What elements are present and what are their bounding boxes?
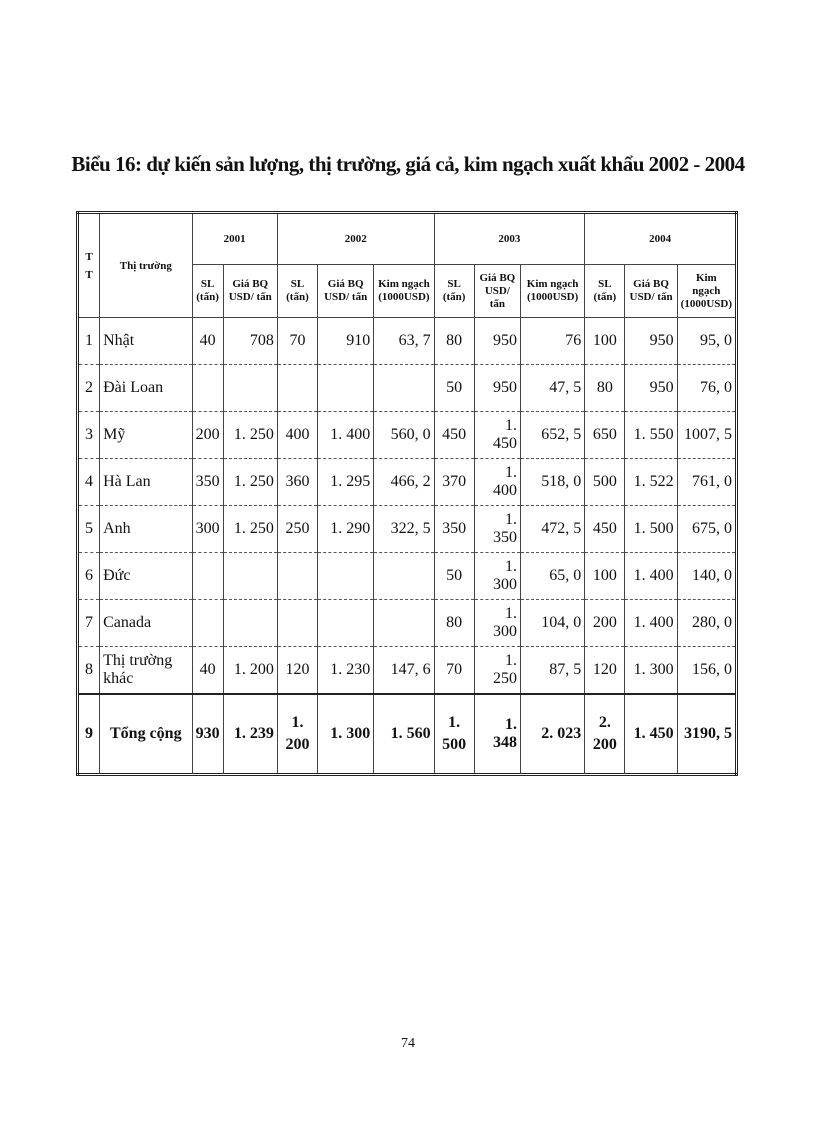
cell-sl2002: 120 bbox=[277, 647, 317, 695]
cell-sl2003: 370 bbox=[434, 459, 474, 506]
cell-kim2003: 104, 0 bbox=[520, 600, 584, 647]
table-row bbox=[78, 412, 737, 459]
cell-kim2002 bbox=[374, 600, 434, 647]
cell-kim2002: 322, 5 bbox=[374, 506, 434, 553]
cell-sl2002: 70 bbox=[277, 318, 317, 365]
cell-kim2003: 652, 5 bbox=[520, 412, 584, 459]
table-row bbox=[78, 506, 737, 553]
cell-gia2001: 1. 250 bbox=[223, 506, 277, 553]
cell-sl2002: 400 bbox=[277, 412, 317, 459]
cell-gia2004: 950 bbox=[625, 318, 677, 365]
cell-kim2004: 76, 0 bbox=[677, 365, 736, 412]
cell-sl2001: 40 bbox=[192, 647, 223, 695]
cell-gia2002: 910 bbox=[318, 318, 374, 365]
cell-gia2004: 1. 500 bbox=[625, 506, 677, 553]
header-year-2004: 2004 bbox=[585, 213, 737, 265]
cell-market: Tổng cộng bbox=[100, 694, 192, 775]
cell-sl2001: 350 bbox=[192, 459, 223, 506]
cell-market: Hà Lan bbox=[100, 459, 192, 506]
cell-tt: 2 bbox=[78, 365, 100, 412]
cell-gia2002 bbox=[318, 553, 374, 600]
cell-kim2002: 1. 560 bbox=[374, 694, 434, 775]
cell-tt: 4 bbox=[78, 459, 100, 506]
header-sl: SL (tấn) bbox=[585, 265, 625, 318]
cell-kim2003: 87, 5 bbox=[520, 647, 584, 695]
cell-kim2004: 95, 0 bbox=[677, 318, 736, 365]
cell-gia2001 bbox=[223, 600, 277, 647]
header-gia: Giá BQ USD/ tấn bbox=[474, 265, 520, 318]
cell-gia2001: 1. 239 bbox=[223, 694, 277, 775]
page-title: Biểu 16: dự kiến sản lượng, thị trường, giá cả, kim ngạch xuất khẩu 2002 - 2004 bbox=[71, 152, 745, 176]
cell-tt: 3 bbox=[78, 412, 100, 459]
cell-sl2002: 1. 200 bbox=[277, 694, 317, 775]
cell-tt: 7 bbox=[78, 600, 100, 647]
cell-gia2003: 1. 250 bbox=[474, 647, 520, 695]
header-market: Thị trường bbox=[100, 213, 192, 318]
cell-kim2004: 3190, 5 bbox=[677, 694, 736, 775]
cell-gia2004: 1. 300 bbox=[625, 647, 677, 695]
cell-gia2003: 1. 300 bbox=[474, 553, 520, 600]
cell-gia2004: 1. 400 bbox=[625, 553, 677, 600]
cell-kim2004: 140, 0 bbox=[677, 553, 736, 600]
cell-gia2003: 1. 348 bbox=[474, 694, 520, 775]
cell-sl2001: 930 bbox=[192, 694, 223, 775]
cell-sl2003: 70 bbox=[434, 647, 474, 695]
cell-sl2004: 100 bbox=[585, 553, 625, 600]
header-gia: Giá BQ USD/ tấn bbox=[318, 265, 374, 318]
cell-kim2002 bbox=[374, 365, 434, 412]
header-kim: Kim ngạch (1000USD) bbox=[520, 265, 584, 318]
cell-market: Mỹ bbox=[100, 412, 192, 459]
table-row bbox=[78, 553, 737, 600]
cell-gia2003: 1. 350 bbox=[474, 506, 520, 553]
cell-market: Nhật bbox=[100, 318, 192, 365]
table-row bbox=[78, 600, 737, 647]
cell-kim2004: 761, 0 bbox=[677, 459, 736, 506]
cell-sl2003: 80 bbox=[434, 600, 474, 647]
header-tt: T T bbox=[78, 213, 100, 318]
cell-sl2004: 2. 200 bbox=[585, 694, 625, 775]
cell-sl2001: 200 bbox=[192, 412, 223, 459]
cell-kim2002 bbox=[374, 553, 434, 600]
header-row-years bbox=[78, 213, 737, 265]
cell-sl2002: 360 bbox=[277, 459, 317, 506]
cell-sl2003: 80 bbox=[434, 318, 474, 365]
cell-sl2002: 250 bbox=[277, 506, 317, 553]
cell-market: Canada bbox=[100, 600, 192, 647]
cell-tt: 6 bbox=[78, 553, 100, 600]
header-sl: SL (tấn) bbox=[192, 265, 223, 318]
cell-gia2003: 1. 450 bbox=[474, 412, 520, 459]
cell-gia2004: 1. 550 bbox=[625, 412, 677, 459]
cell-gia2002: 1. 300 bbox=[318, 694, 374, 775]
cell-kim2002: 147, 6 bbox=[374, 647, 434, 695]
cell-gia2004: 1. 400 bbox=[625, 600, 677, 647]
header-sl: SL (tấn) bbox=[434, 265, 474, 318]
cell-sl2004: 650 bbox=[585, 412, 625, 459]
header-year-2002: 2002 bbox=[277, 213, 434, 265]
cell-sl2003: 50 bbox=[434, 553, 474, 600]
page-number: 74 bbox=[401, 1036, 415, 1051]
cell-gia2002: 1. 400 bbox=[318, 412, 374, 459]
cell-gia2001: 1. 250 bbox=[223, 412, 277, 459]
cell-sl2004: 500 bbox=[585, 459, 625, 506]
cell-sl2002 bbox=[277, 600, 317, 647]
cell-gia2001: 1. 250 bbox=[223, 459, 277, 506]
cell-sl2004: 120 bbox=[585, 647, 625, 695]
cell-sl2001 bbox=[192, 553, 223, 600]
cell-gia2001 bbox=[223, 365, 277, 412]
cell-gia2001 bbox=[223, 553, 277, 600]
cell-kim2003: 472, 5 bbox=[520, 506, 584, 553]
header-kim: Kim ngạch (1000USD) bbox=[677, 265, 736, 318]
cell-kim2003: 76 bbox=[520, 318, 584, 365]
cell-gia2002 bbox=[318, 365, 374, 412]
cell-kim2004: 1007, 5 bbox=[677, 412, 736, 459]
header-year-2001: 2001 bbox=[192, 213, 277, 265]
cell-sl2001: 40 bbox=[192, 318, 223, 365]
cell-kim2004: 280, 0 bbox=[677, 600, 736, 647]
cell-gia2002: 1. 295 bbox=[318, 459, 374, 506]
cell-kim2002: 63, 7 bbox=[374, 318, 434, 365]
cell-gia2004: 950 bbox=[625, 365, 677, 412]
cell-gia2001: 1. 200 bbox=[223, 647, 277, 695]
cell-kim2003: 2. 023 bbox=[520, 694, 584, 775]
cell-gia2003: 1. 300 bbox=[474, 600, 520, 647]
cell-kim2003: 65, 0 bbox=[520, 553, 584, 600]
header-year-2003: 2003 bbox=[434, 213, 585, 265]
cell-sl2002 bbox=[277, 365, 317, 412]
cell-gia2003: 950 bbox=[474, 318, 520, 365]
cell-gia2002 bbox=[318, 600, 374, 647]
cell-sl2002 bbox=[277, 553, 317, 600]
cell-sl2004: 200 bbox=[585, 600, 625, 647]
cell-kim2002: 560, 0 bbox=[374, 412, 434, 459]
cell-sl2004: 80 bbox=[585, 365, 625, 412]
cell-gia2002: 1. 290 bbox=[318, 506, 374, 553]
cell-gia2004: 1. 522 bbox=[625, 459, 677, 506]
cell-sl2004: 450 bbox=[585, 506, 625, 553]
cell-tt: 8 bbox=[78, 647, 100, 695]
cell-kim2004: 675, 0 bbox=[677, 506, 736, 553]
cell-sl2001: 300 bbox=[192, 506, 223, 553]
header-kim: Kim ngạch (1000USD) bbox=[374, 265, 434, 318]
cell-kim2004: 156, 0 bbox=[677, 647, 736, 695]
cell-sl2003: 450 bbox=[434, 412, 474, 459]
cell-market: Đức bbox=[100, 553, 192, 600]
header-gia: Giá BQ USD/ tấn bbox=[625, 265, 677, 318]
export-forecast-table-wrapper bbox=[76, 211, 738, 776]
cell-market: Anh bbox=[100, 506, 192, 553]
cell-kim2002: 466, 2 bbox=[374, 459, 434, 506]
cell-gia2003: 1. 400 bbox=[474, 459, 520, 506]
cell-sl2004: 100 bbox=[585, 318, 625, 365]
header-gia: Giá BQ USD/ tấn bbox=[223, 265, 277, 318]
export-forecast-table bbox=[76, 211, 738, 776]
total-row bbox=[78, 694, 737, 775]
table-row bbox=[78, 365, 737, 412]
table-row bbox=[78, 318, 737, 365]
cell-kim2003: 47, 5 bbox=[520, 365, 584, 412]
cell-tt: 9 bbox=[78, 694, 100, 775]
table-row bbox=[78, 459, 737, 506]
cell-tt: 5 bbox=[78, 506, 100, 553]
cell-gia2003: 950 bbox=[474, 365, 520, 412]
cell-sl2003: 1. 500 bbox=[434, 694, 474, 775]
cell-kim2003: 518, 0 bbox=[520, 459, 584, 506]
cell-tt: 1 bbox=[78, 318, 100, 365]
cell-market: Đài Loan bbox=[100, 365, 192, 412]
cell-gia2001: 708 bbox=[223, 318, 277, 365]
cell-sl2003: 50 bbox=[434, 365, 474, 412]
cell-sl2003: 350 bbox=[434, 506, 474, 553]
cell-market: Thị trường khác bbox=[100, 647, 192, 695]
cell-gia2002: 1. 230 bbox=[318, 647, 374, 695]
cell-sl2001 bbox=[192, 365, 223, 412]
header-sl: SL (tấn) bbox=[277, 265, 317, 318]
table-row bbox=[78, 647, 737, 695]
cell-gia2004: 1. 450 bbox=[625, 694, 677, 775]
cell-sl2001 bbox=[192, 600, 223, 647]
